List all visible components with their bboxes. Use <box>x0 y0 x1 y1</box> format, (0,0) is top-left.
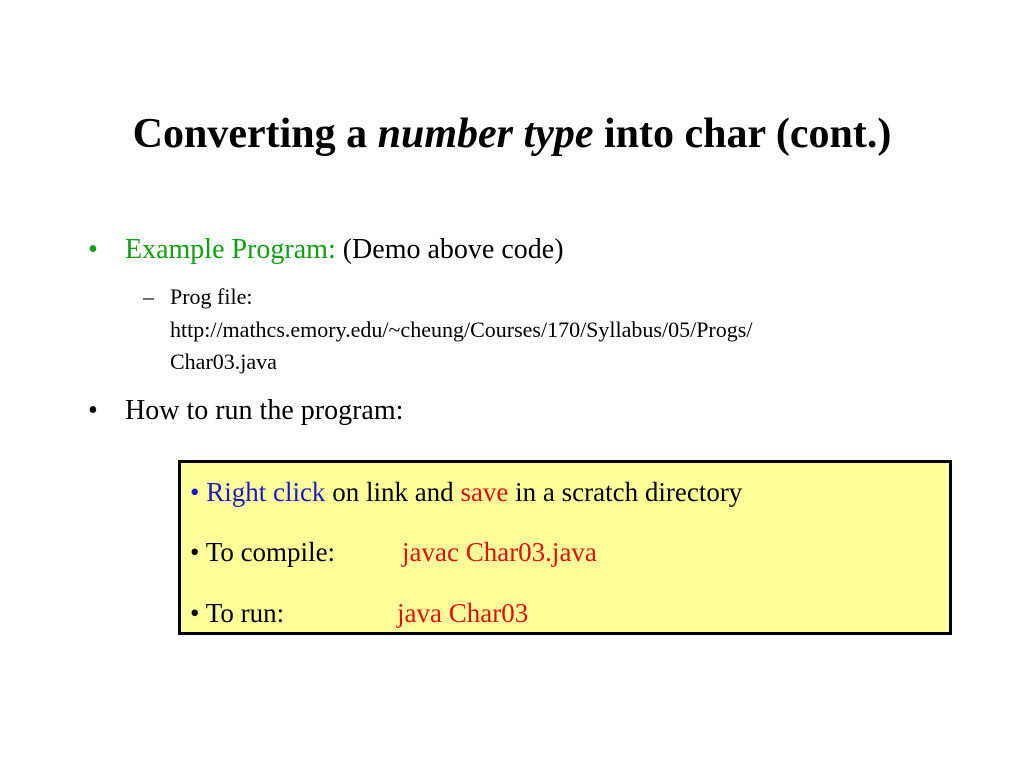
prog-file-url: http://mathcs.emory.edu/~cheung/Courses/170/Syllabus/05/Progs/ <box>170 317 753 342</box>
right-click-text: Right click <box>206 477 326 507</box>
example-program-label: Example Program: <box>125 234 336 265</box>
scratch-dir-text: in a scratch directory <box>508 477 743 507</box>
slide-title <box>0 108 1024 160</box>
prog-file-label: Prog file: <box>170 284 253 309</box>
bullet-marker: • <box>88 234 98 265</box>
title-text-start: Converting a <box>132 111 378 157</box>
title-text-end: into char (cont.) <box>593 111 892 157</box>
title-text-emphasis: number type <box>377 111 594 157</box>
example-program-text: (Demo above code) <box>335 234 564 265</box>
box-line-compile <box>190 536 597 568</box>
box-bullet-marker: • <box>190 598 206 628</box>
compile-command: javac Char03.java <box>402 537 597 567</box>
on-link-text: on link and <box>325 477 461 507</box>
run-label: To run: <box>205 598 285 628</box>
box-line-run <box>190 597 529 629</box>
sub-bullet-marker: – <box>143 284 154 309</box>
prog-file-name: Char03.java <box>170 349 277 374</box>
box-bullet-marker: • <box>190 477 207 507</box>
run-command: java Char03 <box>397 598 529 628</box>
bullet-how-to-run: How to run the program: <box>125 395 404 426</box>
box-line-right-click <box>190 476 742 508</box>
bullet-marker: • <box>88 395 98 426</box>
save-text: save <box>460 477 509 507</box>
box-bullet-marker: • <box>190 537 206 567</box>
instructions-box <box>178 460 952 635</box>
compile-label: To compile: <box>205 537 336 567</box>
bullet-example-program <box>125 233 564 267</box>
